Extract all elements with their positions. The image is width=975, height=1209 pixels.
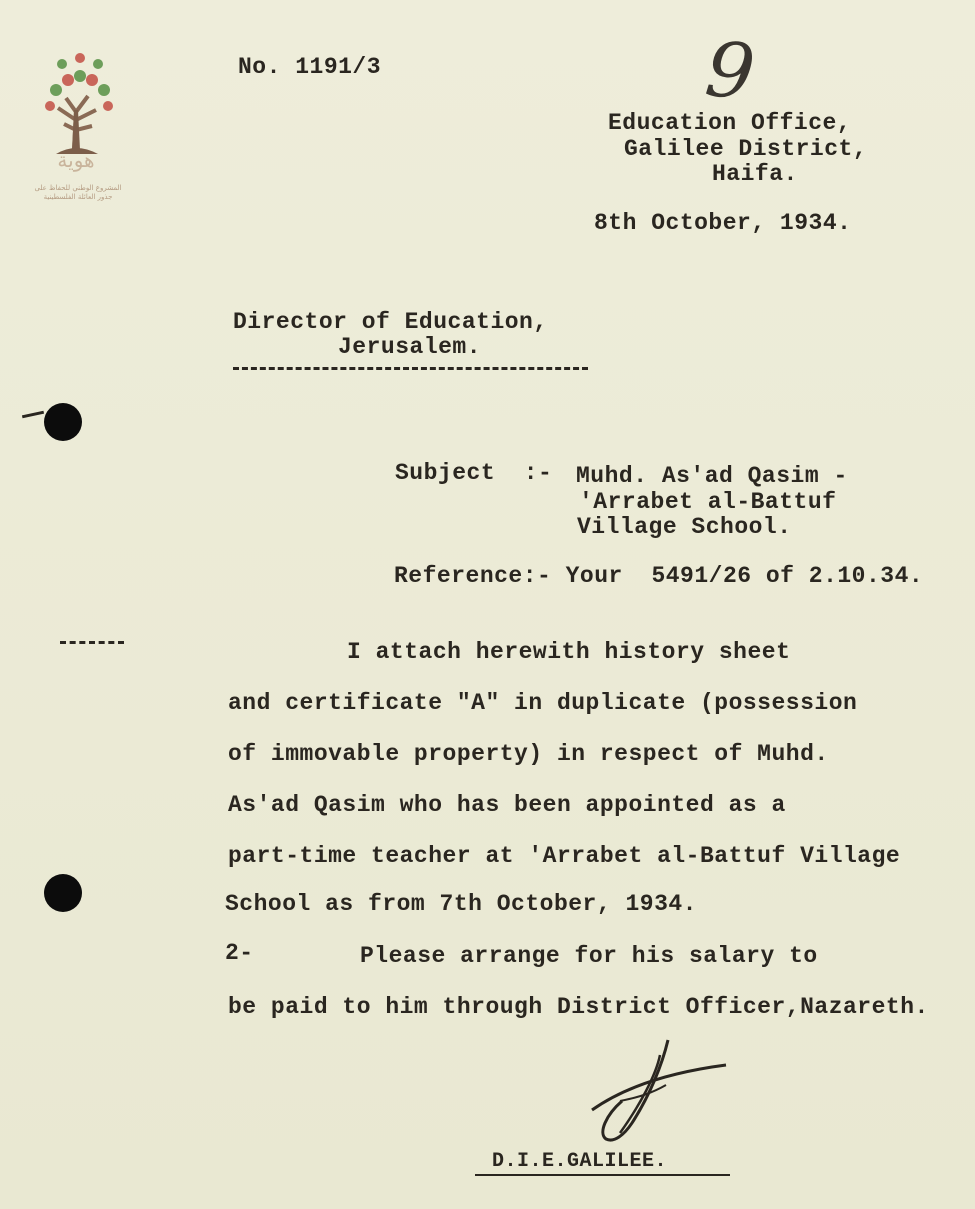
para2-line-2: be paid to him through District Officer,Nazareth.	[228, 994, 929, 1020]
addressee-line-1: Director of Education,	[233, 309, 548, 335]
punch-hole	[44, 403, 82, 441]
paragraph-2-number: 2-	[225, 940, 254, 966]
signature-block: D.I.E.GALILEE.	[492, 1150, 668, 1173]
stray-mark	[22, 411, 44, 419]
office-line-2: Galilee District,	[624, 136, 868, 162]
letter-date: 8th October, 1934.	[594, 210, 852, 236]
handwritten-signature	[570, 1035, 740, 1150]
body-line-6: School as from 7th October, 1934.	[225, 891, 697, 917]
body-line-1: I attach herewith history sheet	[347, 639, 791, 665]
addressee-line-2: Jerusalem.	[338, 334, 482, 360]
margin-dash	[60, 641, 124, 644]
subject-line-2: 'Arrabet al-Battuf	[579, 489, 837, 515]
body-line-5: part-time teacher at 'Arrabet al-Battuf Village	[228, 843, 901, 869]
addressee-underline	[233, 367, 588, 370]
punch-hole	[44, 874, 82, 912]
reference-line: Reference:- Your 5491/26 of 2.10.34.	[394, 563, 924, 589]
watermark-tagline: المشروع الوطني للحفاظ على جذور العائلة الفلسطينية	[34, 184, 122, 202]
letter-number: No. 1191/3	[238, 54, 382, 80]
watermark-word: هوية	[57, 148, 95, 172]
office-line-1: Education Office,	[608, 110, 852, 136]
body-line-2: and certificate "A" in duplicate (possession	[228, 690, 858, 716]
page-number: 9	[701, 23, 759, 118]
tree-family-logo-icon	[36, 50, 122, 200]
body-line-4: As'ad Qasim who has been appointed as a	[228, 792, 786, 818]
signature-underline	[475, 1174, 730, 1176]
office-line-3: Haifa.	[712, 161, 798, 187]
subject-label: Subject :-	[395, 460, 553, 486]
body-line-3: of immovable property) in respect of Muhd.	[228, 741, 829, 767]
subject-line-1: Muhd. As'ad Qasim -	[576, 463, 848, 489]
para2-line-1: Please arrange for his salary to	[360, 943, 818, 969]
subject-line-3: Village School.	[577, 514, 792, 540]
